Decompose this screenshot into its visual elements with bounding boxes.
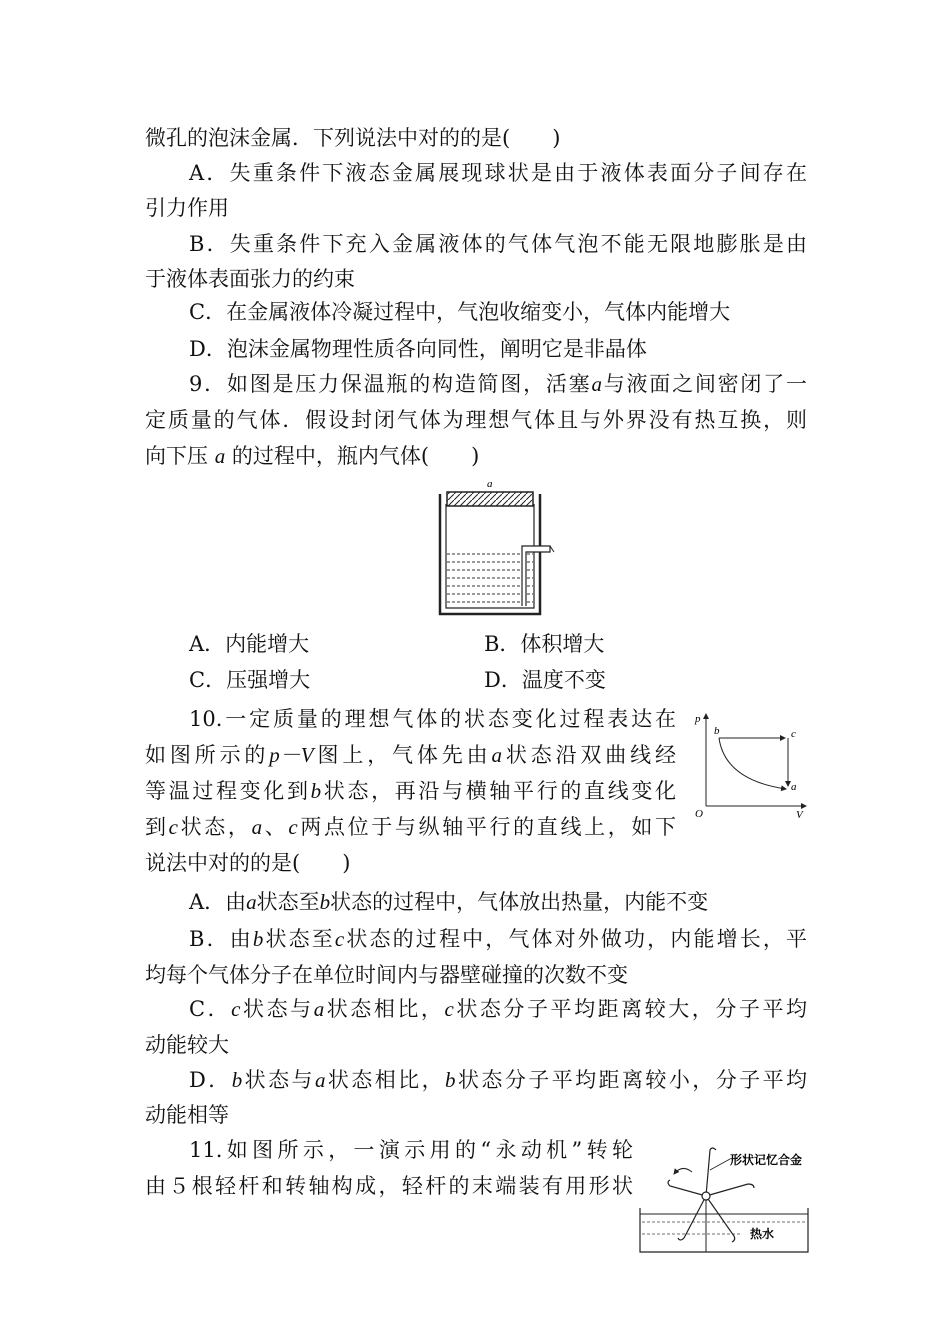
q10-option-b-line1: B．由b状态至c状态的过程中，气体对外做功，内能增长，平	[189, 927, 808, 951]
liquid	[447, 554, 533, 602]
q8-option-b-line1: B．失重条件下充入金属液体的气体气泡不能无限地膨胀是由	[189, 232, 807, 256]
q10-option-a: A．由a状态至b状态的过程中，气体放出热量，内能不变	[189, 890, 709, 914]
q9-option-a: A．内能增大	[189, 632, 310, 656]
piston-label: a	[487, 478, 493, 490]
q8-option-a-line2: 引力作用	[145, 196, 229, 220]
v-axis-label: V	[796, 809, 803, 818]
p-axis-label: p	[695, 713, 701, 725]
q8-option-c: C．在金属液体冷凝过程中，气泡收缩变小，气体内能增大	[189, 300, 731, 324]
q10-stem-line2: 如图所示的p－V图上，气体先由a状态沿双曲线经	[145, 743, 677, 767]
water-container	[640, 1208, 808, 1252]
q10-stem-line1: 10.一定质量的理想气体的状态变化过程表达在	[189, 707, 676, 731]
alloy-leader-line	[710, 1159, 730, 1170]
q8-stem-tail: 微孔的泡沫金属．下列说法中对的的是( )	[145, 126, 561, 150]
piston	[447, 492, 533, 506]
q9-option-d: D．温度不变	[484, 668, 606, 692]
isotherm-curve	[719, 738, 786, 789]
perpetual-wheel-figure	[630, 1140, 820, 1258]
q10-option-b-line2: 均每个气体分子在单位时间内与器壁碰撞的次数不变	[145, 963, 628, 987]
outlet-tube	[522, 546, 550, 606]
wheel-axle	[702, 1192, 710, 1200]
q10-option-c-line1: C．c状态与a状态相比，c状态分子平均距离较大，分子平均	[189, 997, 807, 1021]
q9-stem-line3: 向下压 a 的过程中，瓶内气体( )	[145, 444, 480, 468]
q11-stem-line2: 由５根轻杆和转轴构成，轻杆的末端装有用形状	[145, 1174, 633, 1198]
thermos-figure	[430, 476, 562, 618]
pv-graph	[690, 706, 810, 818]
hot-water-label: 热水	[750, 1227, 775, 1241]
q11-stem-line1: 11.如图所示，一演示用的“永动机”转轮	[189, 1138, 633, 1162]
origin-label: O	[695, 808, 703, 818]
q8-option-d: D．泡沫金属物理性质各向同性，阐明它是非晶体	[189, 337, 647, 361]
q9-stem-line2: 定质量的气体．假设封闭气体为理想气体且与外界没有热互换，则	[145, 408, 807, 432]
q10-option-c-line2: 动能较大	[145, 1033, 229, 1057]
q10-stem-line4: 到c状态，a、c两点位于与纵轴平行的直线上，如下	[145, 815, 677, 839]
q10-stem-line3: 等温过程变化到b状态，再沿与横轴平行的直线变化	[145, 779, 677, 803]
q10-option-d-line2: 动能相等	[145, 1103, 229, 1127]
q10-option-d-line1: D．b状态与a状态相比，b状态分子平均距离较小，分子平均	[189, 1068, 808, 1092]
q8-option-b-line2: 于液体表面张力的约束	[145, 267, 355, 291]
rotation-arrow	[674, 1168, 692, 1174]
alloy-label: 形状记忆合金	[730, 1153, 803, 1167]
q9-option-c: C．压强增大	[189, 668, 311, 692]
q8-option-a-line1: A．失重条件下液态金属展现球状是由于液体表面分子间存在	[189, 161, 807, 185]
point-b-label: b	[714, 725, 720, 737]
q9-stem-line1: 9．如图是压力保温瓶的构造简图，活塞a与液面之间密闭了一	[189, 372, 807, 396]
q9-option-b: B．体积增大	[484, 632, 605, 656]
bottle-inner-wall	[446, 504, 534, 608]
q10-stem-line5: 说法中对的的是( )	[145, 851, 351, 875]
point-c-label: c	[791, 728, 796, 740]
point-a-label: a	[791, 781, 797, 793]
